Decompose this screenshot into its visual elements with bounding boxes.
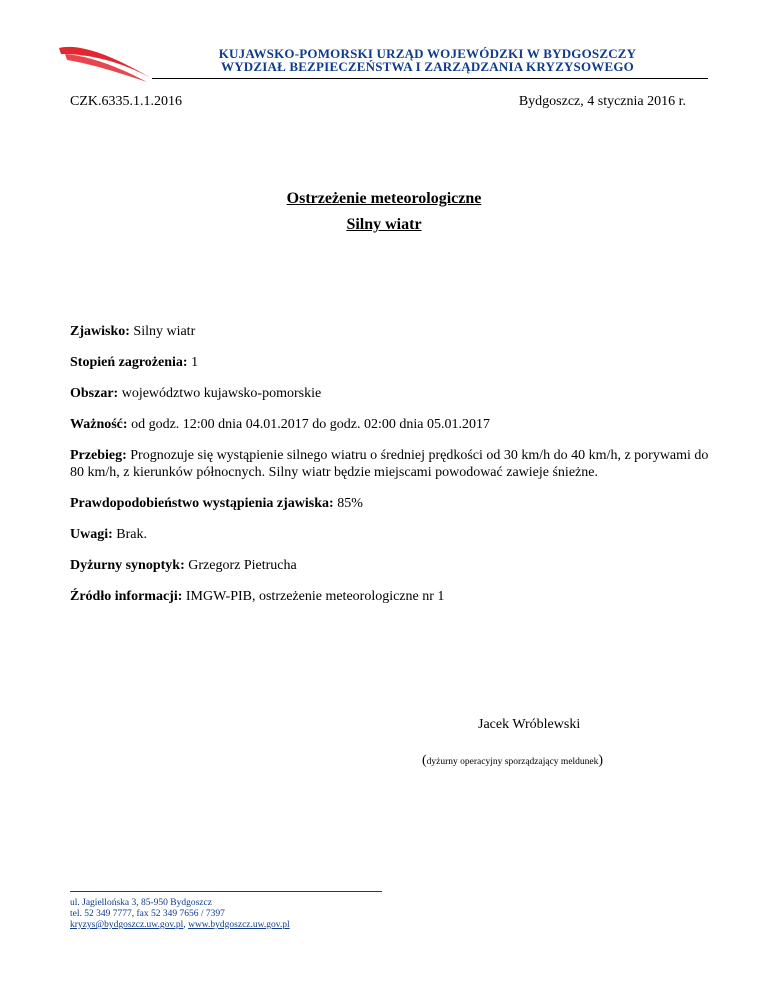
footer-rule — [70, 891, 382, 892]
field-label: Źródło informacji: — [70, 589, 183, 604]
signer-name: Jacek Wróblewski — [478, 717, 581, 732]
place-date: Bydgoszcz, 4 stycznia 2016 r. — [518, 94, 686, 109]
field-value: 85% — [333, 496, 363, 511]
field-synoptic — [70, 557, 710, 574]
field-course — [70, 447, 710, 481]
logo-swoosh-icon — [55, 42, 165, 86]
letterhead-rule — [152, 78, 708, 79]
footer-separator: , — [183, 920, 189, 930]
field-label: Stopień zagrożenia: — [70, 355, 188, 370]
field-source — [70, 588, 710, 605]
footer-links — [70, 920, 290, 931]
letterhead — [150, 47, 705, 73]
field-threat-level — [70, 354, 710, 371]
letterhead-office: KUJAWSKO-POMORSKI URZĄD WOJEWÓDZKI W BYDGOSZCZY — [218, 46, 637, 61]
field-value: Brak. — [112, 527, 147, 542]
field-label: Obszar: — [70, 386, 119, 401]
footer-phone: tel. 52 349 7777, fax 52 349 7656 / 7397 — [70, 909, 225, 919]
field-probability — [70, 495, 710, 512]
document-title: Ostrzeżenie meteorologiczne — [286, 190, 482, 207]
title-block — [0, 186, 768, 238]
field-value: województwo kujawsko-pomorskie — [118, 386, 322, 401]
field-value: IMGW-PIB, ostrzeżenie meteorologiczne nr 1 — [182, 589, 445, 604]
field-remarks — [70, 526, 710, 543]
document-subtitle: Silny wiatr — [346, 216, 422, 233]
field-label: Dyżurny synoptyk: — [70, 558, 185, 573]
reference-number: CZK.6335.1.1.2016 — [70, 94, 182, 109]
signer-role — [422, 753, 603, 769]
field-area — [70, 385, 710, 402]
signer-role-text: dyżurny operacyjny sporządzający meldunek — [426, 757, 599, 767]
warning-fields — [70, 323, 710, 619]
field-value: Prognozuje się wystąpienie silnego wiatru o średniej prędkości od 30 km/h do 40 km/h, z porywami do 80 km/h, z kierunków północnych. Silny wiatr będzie miejscami powodować zawieje śnieżne. — [70, 448, 709, 480]
open-paren: ( — [422, 753, 427, 768]
field-value: Grzegorz Pietrucha — [184, 558, 297, 573]
field-label: Uwagi: — [70, 527, 113, 542]
field-phenomenon — [70, 323, 710, 340]
footer-address: ul. Jagiellońska 3, 85-950 Bydgoszcz — [70, 898, 212, 908]
field-label: Prawdopodobieństwo wystąpienia zjawiska: — [70, 496, 334, 511]
close-paren: ) — [598, 753, 604, 768]
footer — [70, 898, 290, 931]
field-label: Ważność: — [70, 417, 128, 432]
field-label: Zjawisko: — [70, 324, 130, 339]
field-value: od godz. 12:00 dnia 04.01.2017 do godz. 02:00 dnia 05.01.2017 — [127, 417, 490, 432]
footer-website-link[interactable]: www.bydgoszcz.uw.gov.pl — [188, 920, 290, 930]
field-value: 1 — [187, 355, 199, 370]
field-validity — [70, 416, 710, 433]
footer-email-link[interactable]: kryzys@bydgoszcz.uw.gov.pl — [70, 920, 184, 930]
field-label: Przebieg: — [70, 448, 127, 463]
letterhead-department: WYDZIAŁ BEZPIECZEŃSTWA I ZARZĄDZANIA KRYZYSOWEGO — [221, 59, 634, 74]
field-value: Silny wiatr — [129, 324, 196, 339]
